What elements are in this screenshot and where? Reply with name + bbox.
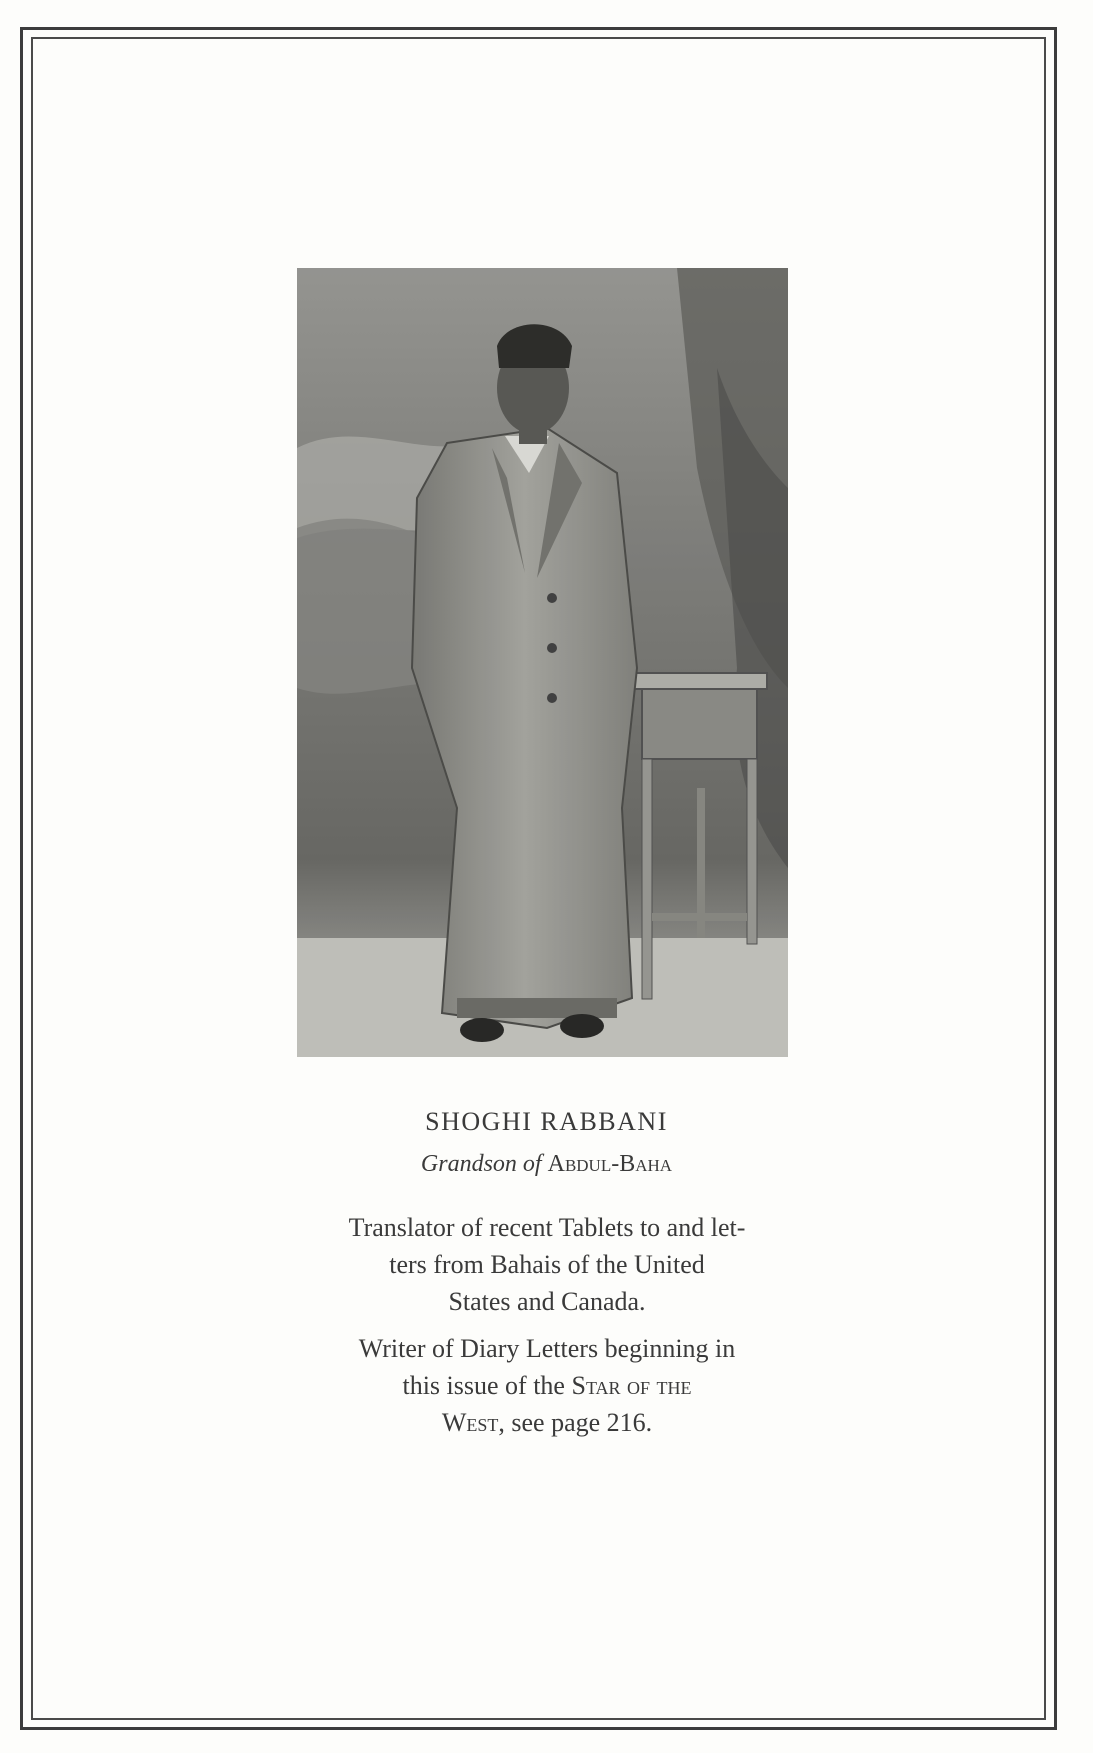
writer-paragraph xyxy=(262,1330,832,1441)
publication-title-part-1: Star of the xyxy=(571,1371,692,1400)
writer-line-2-text: this issue of the xyxy=(402,1371,565,1400)
translator-line-3: States and Canada. xyxy=(448,1287,646,1316)
writer-line-3-text: , see page 216. xyxy=(498,1408,653,1437)
translator-line-2: ters from Bahais of the United xyxy=(389,1250,705,1279)
writer-line-3 xyxy=(262,1404,832,1441)
translator-paragraph xyxy=(262,1209,832,1320)
portrait-photo xyxy=(297,268,788,1057)
portrait-image xyxy=(297,268,788,1057)
translator-line-1: Translator of recent Tablets to and let- xyxy=(348,1213,746,1242)
caption-name: SHOGHI RABBANI xyxy=(425,1107,668,1136)
caption-subtitle-italic: Grandson of xyxy=(420,1151,542,1177)
writer-line-1: Writer of Diary Letters beginning in xyxy=(358,1334,736,1363)
caption-subtitle xyxy=(0,1151,1093,1178)
publication-title-part-2: West xyxy=(441,1408,499,1437)
writer-line-2 xyxy=(262,1367,832,1404)
caption-subtitle-name: Abdul-Baha xyxy=(547,1151,673,1177)
